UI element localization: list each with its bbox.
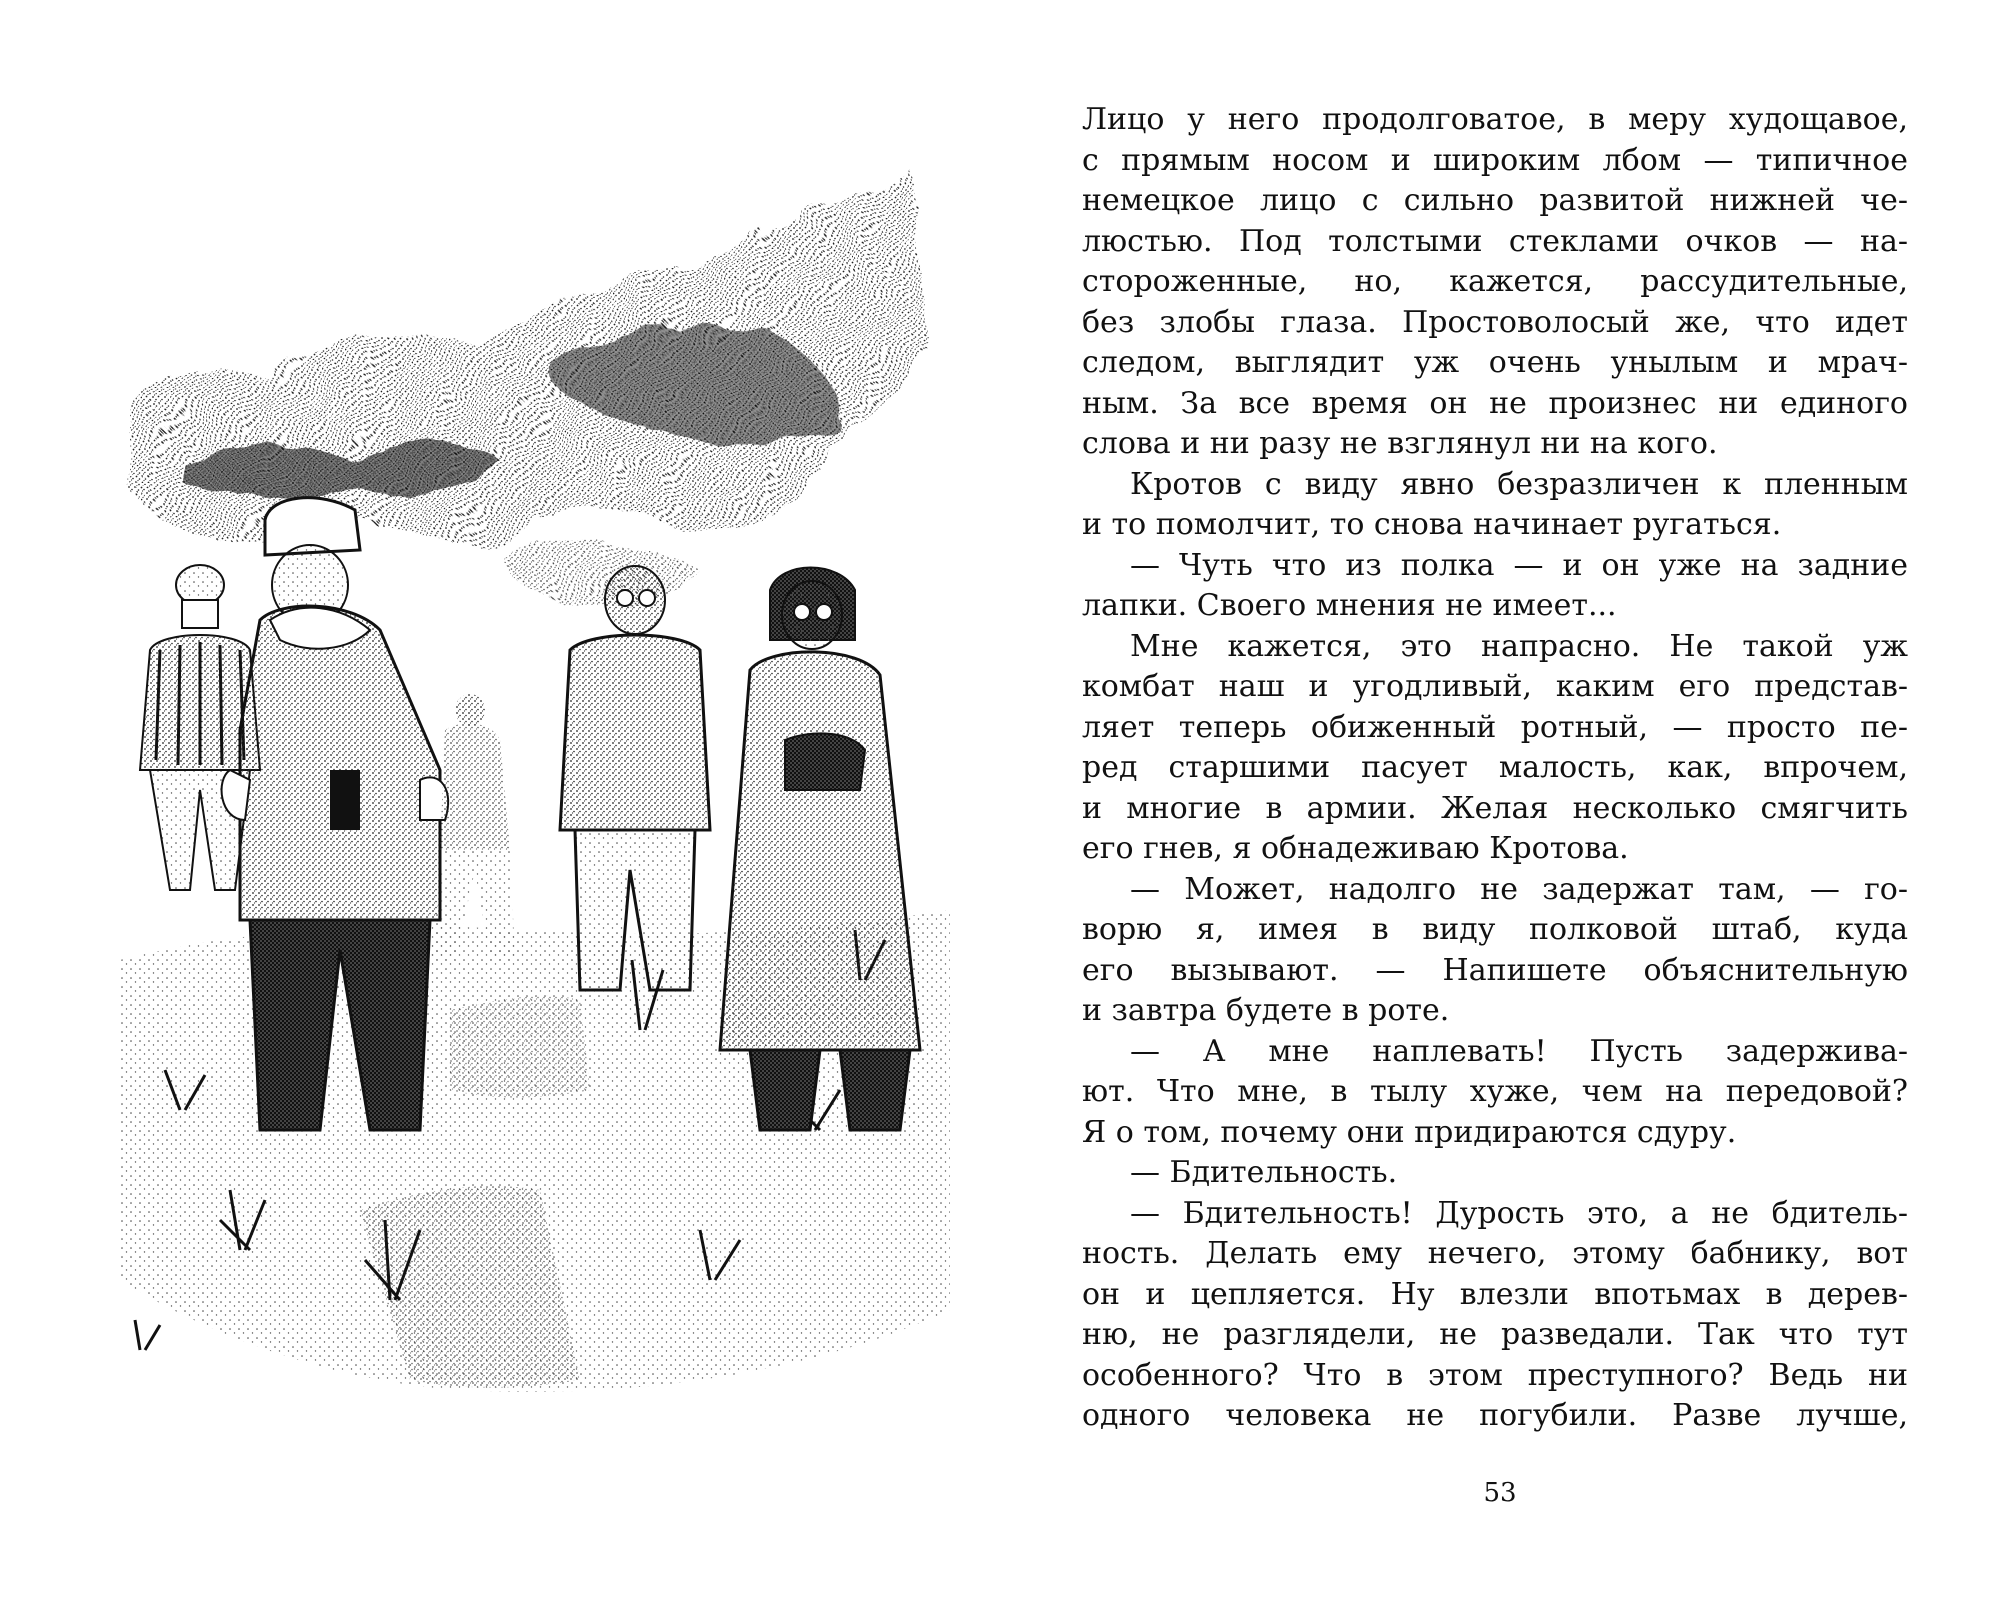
text-line: он и цепляется. Ну влезли впотьмах в дерев- [1082,1276,1908,1312]
prisoner-center [560,566,710,990]
distant-figure [430,694,515,960]
text-line: Мне кажется, это напрасно. Не такой уж [1130,628,1908,664]
text-page [1082,100,1908,1437]
text-line: его вызывают. — Напишете объяснительную [1082,952,1908,988]
text-line: комбат наш и угодливый, каким его представ- [1082,669,1908,704]
text-line: Я о том, почему они придираются сдуру. [1082,1114,1737,1150]
text-line: люстью. Под толстыми стеклами очков — на- [1082,223,1908,259]
text-line: и многие в армии. Желая несколько смягчить [1082,790,1908,826]
prisoner-right [720,568,920,1131]
text-line: — Чуть что из полка — и он уже на задние [1130,547,1908,583]
text-line: — Бдительность! Дурость это, а не бдитель- [1130,1195,1908,1231]
text-line: немецкое лицо с сильно развитой нижней че- [1082,183,1908,218]
text-line: особенного? Что в этом преступного? Ведь ни [1082,1357,1908,1393]
text-line: ляет теперь обиженный ротный, — просто пе- [1082,709,1908,745]
text-line: ню, не разглядели, не разведали. Так что тут [1082,1317,1908,1352]
text-line: его гнев, я обнадеживаю Кротова. [1082,831,1629,866]
text-line: без злобы глаза. Простоволосый же, что идет [1082,304,1908,340]
text-line: ворю я, имея в виду полковой штаб, куда [1082,912,1908,947]
text-line: ность. Делать ему нечего, этому бабнику, вот [1082,1236,1908,1271]
text-line: Кротов с виду явно безразличен к пленным [1130,466,1908,502]
text-line: лапки. Своего мнения не имеет... [1082,588,1617,623]
text-line: ным. За все время он не произнес ни единого [1082,385,1908,421]
text-line: — Бдительность. [1130,1155,1398,1190]
illustration [120,130,950,1410]
text-line: с прямым носом и широким лбом — типичное [1082,142,1908,178]
text-line: и то помолчит, то снова начинает ругаться. [1082,507,1782,542]
text-line: Лицо у него продолговатое, в меру худощавое, [1082,102,1908,137]
text-line: — А мне наплевать! Пусть задерживa- [1130,1033,1908,1069]
text-line: одного человека не погубили. Разве лучше, [1082,1398,1908,1433]
text-line: стороженные, но, кажется, рассудительные, [1082,264,1908,299]
text-line: — Может, надолго не задержат там, — го- [1130,871,1908,907]
text-line: слова и ни разу не взглянул ни на кого. [1082,426,1718,461]
text-line: ют. Что мне, в тылу хуже, чем на передовой? [1082,1074,1908,1109]
text-line: ред старшими пасует малость, как, впрочем, [1082,750,1908,785]
page-number: 53 [1483,1478,1517,1508]
text-line: следом, выглядит уж очень унылым и мрач- [1082,345,1908,380]
clouds [130,170,930,604]
text-line: и завтра будете в роте. [1082,993,1450,1028]
